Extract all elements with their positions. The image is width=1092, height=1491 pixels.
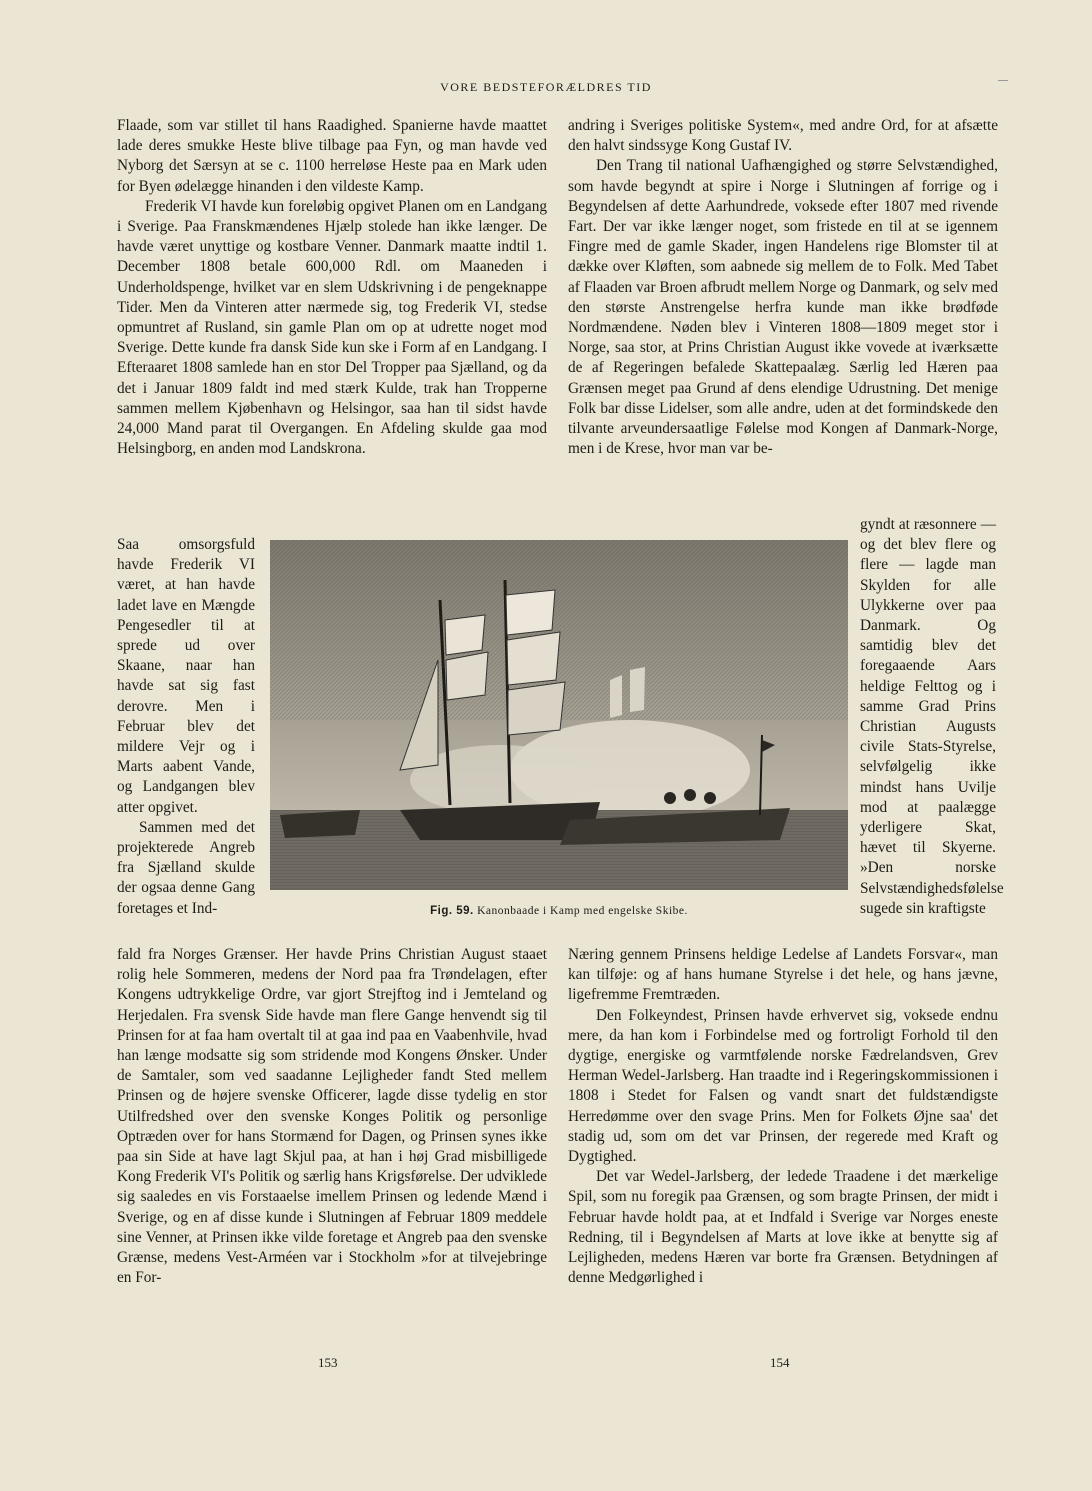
running-header: VORE BEDSTEFORÆLDRES TID [440,80,652,94]
paragraph: Frederik VI havde kun foreløbig opgivet Planen om en Landgang i Sverige. Paa Franskmændenes Hjælp stolede han ikke længer. De havde været unyttige og kostbare Venner. Danmark maatte indtil 1. December 1808 betale 600,000 Rdl. om Maaneden i Underholdspenge, hvilket var en slem Udskrivning i de pengeknappe Tider. Men da Vinteren atter nærmede sig, tog Frederik VI, stedse opmuntret af Rusland, sin gamle Plan om op at udrette noget mod Sverige. Dette kunde fra dansk Side kun ske i Form af en Landgang. I Efteraaret 1808 samlede han en stor Del Tropper paa Sjælland, og da det i Januar 1809 faldt ind med stærk Kulde, trak han Tropperne sammen mellem Kjøbenhavn og Helsingor, saa han til sidst havde 24,000 Mand parat til Overgangen. En Afdeling skulde gaa mod Helsingborg, en anden mod Landskrona. [117,197,547,458]
paragraph: Næring gennem Prinsens heldige Ledelse af Landets Forsvar«, man kan tilføje: og af hans humane Styrelse i det hele, og hans jævne, ligefremme Fremtræden. [568,946,998,1004]
paragraph: Den Trang til national Uafhængighed og større Selvstændighed, som havde begyndt at spire i Norge i Slutningen af forrige og i Begyndelsen af dette Aarhundrede, voksede efter 1807 med rivende Fart. Der var ikke længer noget, som fristede en til at se igennem Fingre med de gamle Skader, ingen Handelens rige Blomster til at dække over Kløften, som aabnede sig mellem de to Folk. Med Tabet af Flaaden var Broen afbrudt mellem Norge og Danmark, og selv med den største Anstrengelse herfra kunde man ikke brødføde Nordmændene. Nøden blev i Vinteren 1808—1809 meget stor i Norge, saa stor, at Prins Christian August ikke vovede at iværksætte de af Regeringen befalede Skattepaalæg. Særlig led Hæren paa Grænsen meget paa Grund af dens elendige Udrustning. Det menige Folk bar disse Lidelser, som alle andre, uden at det formindskede den tilvante arveundersaatlige Følelse mod Kongen af Danmark-Norge, men i de Krese, hvor man var be- [568,157,998,458]
paragraph: fald fra Norges Grænser. Her havde Prins Christian August staaet rolig hele Sommeren, medens der Nord paa fra Trøndelagen, efter Kongens udtrykkelige Ordre, var gjort Strejftog ind i Jemteland og Herjedalen. Fra svensk Side havde man flere Gange henvendt sig til Prinsen for at faa ham overtalt til at gaa ind paa en Vaabenhvile, hvad han længe modsatte sig som stridende mod Kongens Ønsker. Under de Samtaler, som ved saadanne Lejligheder fandt Sted mellem Prinsen og de højere svenske Officerer, lagde disse tydelig en stor Utilfredshed over den svenske Konges Politik og personlige Optræden over for hans Stormænd for Dagen, og Prinsen synes ikke paa sin Side at have lagt Skjul paa, at han i høj Grad misbilligede Kong Frederik VI's Politik og særlig hans Krigsførelse. Der udviklede sig saaledes en vis Forstaaelse imellem Prinsen og ledende Mænd i Sverige, og en af disse kunde i Slutningen af Februar 1809 meddele sine Venner, at Prinsen ikke vilde foretage et Angreb paa den svenske Grænse, medens Vest-Arméen var i Stockholm »for at tilvejebringe en For- [117,946,547,1287]
paragraph: Det var Wedel-Jarlsberg, der ledede Traadene i det mærkelige Spil, som nu foregik paa Grænsen, og som bragte Prinsen, der midt i Februar havde holdt paa, at et Indfald i Sverige var Norges eneste Redning, til i Begyndelsen af Marts at love ikke at benytte sig af Lejligheden, medens Hæren var borte fra Grænsen. Betydningen af denne Medgørlighed i [568,1168,998,1287]
page-number-left: 153 [318,1355,338,1370]
right-column-bottom [568,945,998,1288]
figure-label: Fig. 59. [430,905,474,917]
paragraph: Den Folkeyndest, Prinsen havde erhvervet sig, voksede endnu mere, da han kom i Forbindelse med og fortroligt Forhold til den dygtige, energiske og varmtfølende norske Fædrelandsven, Grev Herman Wedel-Jarlsberg. Han traadte ind i Regeringskommissionen i 1808 i Stedet for Falsen og vandt snart det fuldstændigste Herredømme over den svage Prins. Men for Folkets Øjne saa' det stadig ud, som om det var Prinsen, der regerede med Kraft og Dygtighed. [568,1006,998,1166]
paragraph: Saa omsorgsfuld havde Frederik VI været, at han havde ladet lave en Mængde Pengesedler til at sprede ud over Skaane, naar han havde sat sig fast derovre. Men i Februar blev det mildere Vejr og i Marts aabent Vande, og Landgangen blev atter opgivet. [117,536,255,816]
right-column-wrap [860,515,1004,919]
paragraph: gyndt at ræsonnere — og det blev flere og flere — lagde man Skylden for alle Ulykkerne over paa Danmark. Og samtidig blev det foregaaende Aars heldige Felttog og i samme Grad Prins Christian Augusts civile Stats-Styrelse, selvfølgelig ikke mindst hans Uvilje mod at paalægge yderligere Skat, hævet til Skyerne. »Den norske Selvstændighedsfølelse sugede sin kraftigste [860,516,1004,917]
page-number-right: 154 [770,1355,790,1370]
figure-caption [270,905,848,917]
paragraph: Flaade, som var stillet til hans Raadighed. Spanierne havde maattet lade deres smukke Heste blive tilbage paa Fyn, og man havde ved Nyborg det Særsyn at se c. 1100 herreløse Heste paa en Mark uden for Byen ødelægge hinanden i den vildeste Kamp. [117,117,547,195]
right-column-top [568,116,998,459]
figure-caption-text: Kanonbaade i Kamp med engelske Skibe. [477,905,688,917]
gunboat-engraving [270,540,848,890]
paragraph: andring i Sveriges politiske System«, med andre Ord, for at afsætte den halvt sindssyge Kong Gustaf IV. [568,117,998,155]
left-column-top [117,116,547,459]
left-column-bottom [117,945,547,1288]
engraving-illustration [270,540,848,890]
left-column-wrap [117,535,255,919]
paragraph: Sammen med det projekterede Angreb fra Sjælland skulde der ogsaa denne Gang foretages et Ind- [117,818,255,917]
margin-mark [998,80,1008,81]
